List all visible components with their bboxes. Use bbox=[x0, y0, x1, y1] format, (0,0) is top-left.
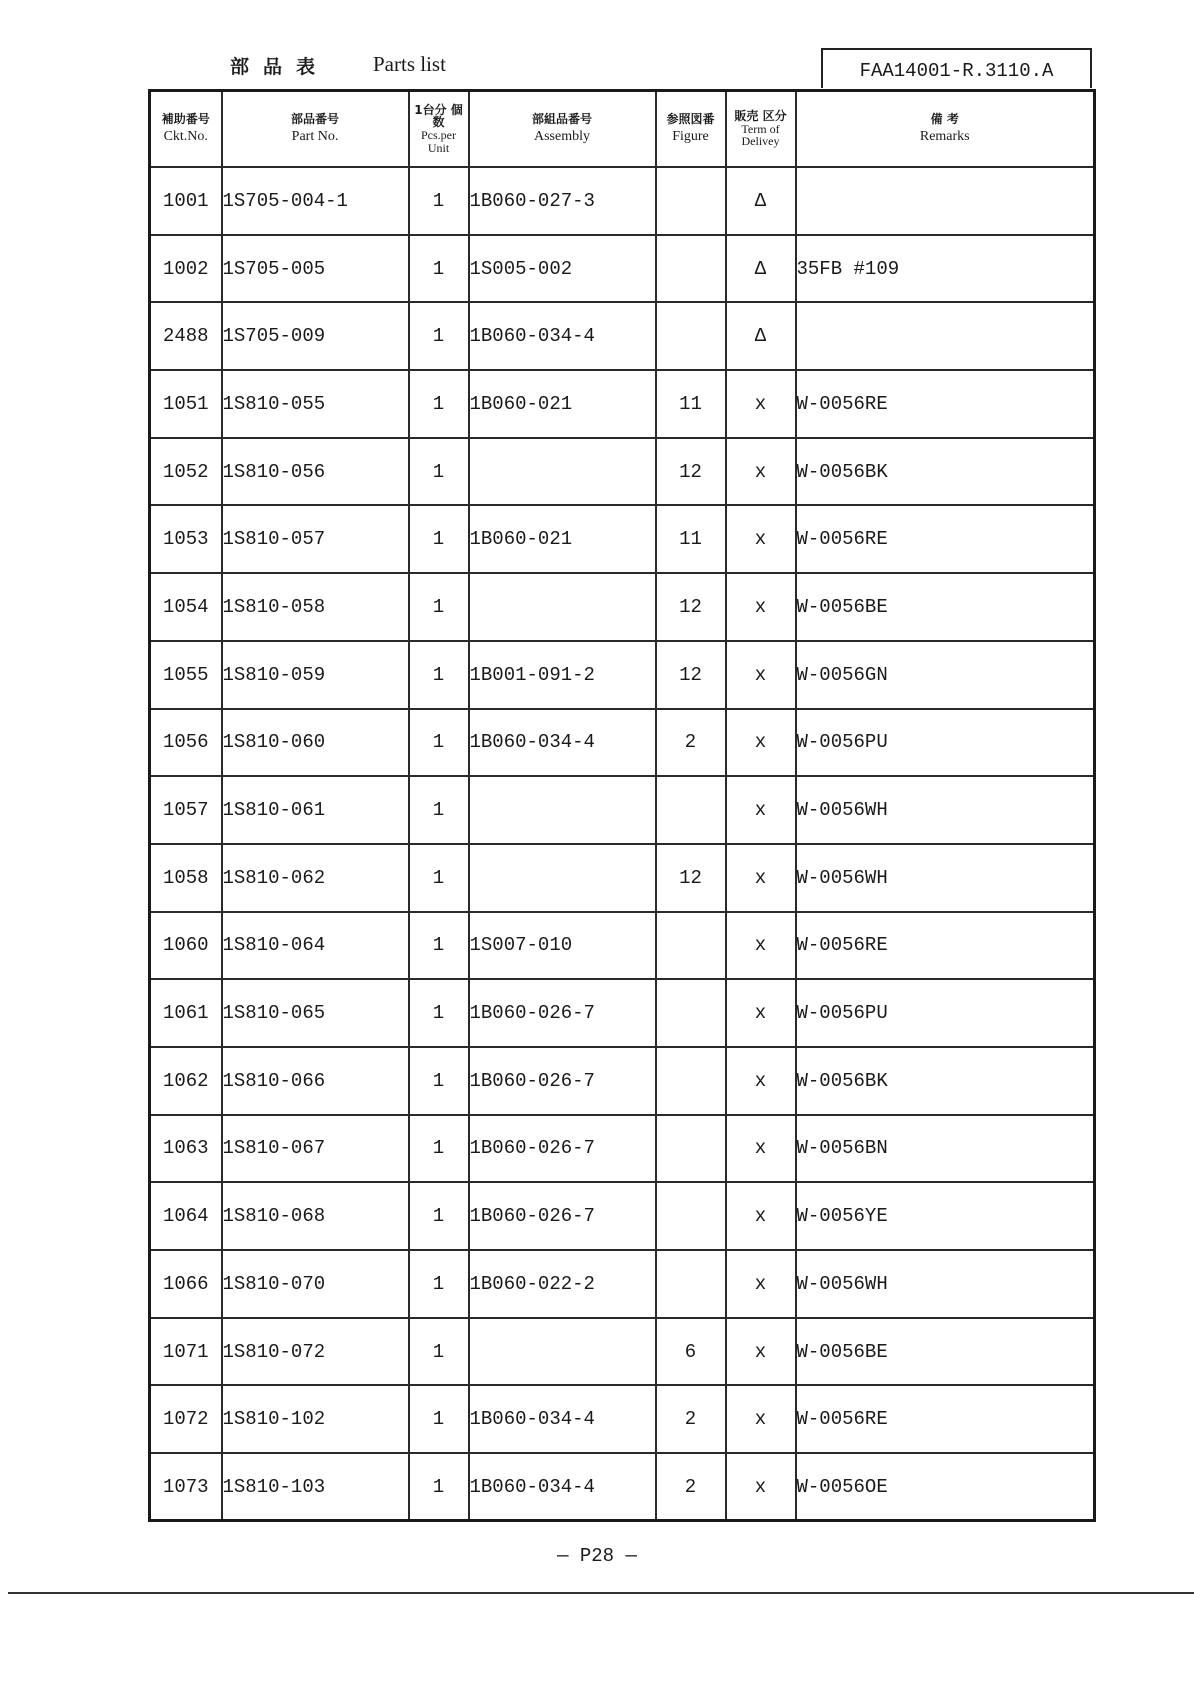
table-row bbox=[150, 979, 1095, 1047]
cell-ckt-no: 1052 bbox=[150, 438, 222, 506]
cell-pcs-per-unit: 1 bbox=[409, 235, 469, 303]
table-row bbox=[150, 1385, 1095, 1453]
cell-figure: 2 bbox=[656, 1453, 726, 1521]
cell-figure: 12 bbox=[656, 573, 726, 641]
cell-assembly: 1B001-091-2 bbox=[469, 641, 656, 709]
cell-term-of-delivery: x bbox=[726, 709, 796, 777]
col-header-assembly-en: Assembly bbox=[534, 128, 590, 144]
cell-part-no: 1S705-009 bbox=[222, 302, 409, 370]
cell-remarks: W-0056BE bbox=[796, 1318, 1095, 1386]
cell-term-of-delivery: Δ bbox=[726, 302, 796, 370]
cell-remarks: W-0056GN bbox=[796, 641, 1095, 709]
cell-figure bbox=[656, 1182, 726, 1250]
col-header-term-jp: 販売 区分 bbox=[734, 109, 787, 124]
cell-term-of-delivery: x bbox=[726, 641, 796, 709]
table-row bbox=[150, 844, 1095, 912]
cell-assembly: 1B060-022-2 bbox=[469, 1250, 656, 1318]
cell-assembly bbox=[469, 573, 656, 641]
table-row bbox=[150, 370, 1095, 438]
cell-pcs-per-unit: 1 bbox=[409, 641, 469, 709]
cell-pcs-per-unit: 1 bbox=[409, 573, 469, 641]
cell-part-no: 1S810-060 bbox=[222, 709, 409, 777]
cell-figure bbox=[656, 1115, 726, 1183]
cell-remarks: W-0056BE bbox=[796, 573, 1095, 641]
cell-assembly: 1B060-026-7 bbox=[469, 1047, 656, 1115]
cell-term-of-delivery: x bbox=[726, 979, 796, 1047]
cell-part-no: 1S810-072 bbox=[222, 1318, 409, 1386]
cell-remarks: W-0056WH bbox=[796, 844, 1095, 912]
cell-pcs-per-unit: 1 bbox=[409, 505, 469, 573]
table-row bbox=[150, 912, 1095, 980]
cell-ckt-no: 1072 bbox=[150, 1385, 222, 1453]
cell-ckt-no: 1002 bbox=[150, 235, 222, 303]
cell-ckt-no: 1060 bbox=[150, 912, 222, 980]
col-header-part bbox=[222, 91, 409, 168]
col-header-remarks-jp: 備 考 bbox=[930, 112, 959, 127]
cell-pcs-per-unit: 1 bbox=[409, 370, 469, 438]
cell-part-no: 1S810-065 bbox=[222, 979, 409, 1047]
cell-term-of-delivery: x bbox=[726, 1182, 796, 1250]
cell-term-of-delivery: Δ bbox=[726, 167, 796, 235]
cell-ckt-no: 1058 bbox=[150, 844, 222, 912]
parts-table bbox=[148, 89, 1096, 1522]
table-row bbox=[150, 1250, 1095, 1318]
cell-pcs-per-unit: 1 bbox=[409, 1385, 469, 1453]
cell-ckt-no: 1066 bbox=[150, 1250, 222, 1318]
cell-pcs-per-unit: 1 bbox=[409, 1182, 469, 1250]
cell-term-of-delivery: x bbox=[726, 1453, 796, 1521]
table-row bbox=[150, 1318, 1095, 1386]
table-header bbox=[150, 91, 1095, 168]
table-row bbox=[150, 776, 1095, 844]
cell-remarks: 35FB #109 bbox=[796, 235, 1095, 303]
cell-term-of-delivery: x bbox=[726, 1115, 796, 1183]
cell-assembly bbox=[469, 438, 656, 506]
col-header-figure bbox=[656, 91, 726, 168]
col-header-part-en: Part No. bbox=[291, 128, 339, 144]
col-header-assembly-jp: 部組品番号 bbox=[531, 112, 592, 127]
cell-remarks: W-0056WH bbox=[796, 1250, 1095, 1318]
col-header-ckt-jp: 補助番号 bbox=[161, 112, 210, 127]
cell-remarks bbox=[796, 167, 1095, 235]
cell-term-of-delivery: x bbox=[726, 573, 796, 641]
cell-assembly: 1B060-027-3 bbox=[469, 167, 656, 235]
page-title-en: Parts list bbox=[373, 52, 446, 76]
cell-pcs-per-unit: 1 bbox=[409, 844, 469, 912]
cell-figure bbox=[656, 979, 726, 1047]
cell-ckt-no: 1061 bbox=[150, 979, 222, 1047]
cell-remarks bbox=[796, 302, 1095, 370]
cell-ckt-no: 1051 bbox=[150, 370, 222, 438]
cell-part-no: 1S705-004-1 bbox=[222, 167, 409, 235]
cell-assembly bbox=[469, 776, 656, 844]
table-row bbox=[150, 1453, 1095, 1521]
cell-figure: 2 bbox=[656, 1385, 726, 1453]
cell-part-no: 1S810-059 bbox=[222, 641, 409, 709]
cell-figure bbox=[656, 912, 726, 980]
cell-figure bbox=[656, 302, 726, 370]
cell-part-no: 1S810-070 bbox=[222, 1250, 409, 1318]
cell-pcs-per-unit: 1 bbox=[409, 776, 469, 844]
cell-remarks: W-0056WH bbox=[796, 776, 1095, 844]
cell-assembly: 1B060-034-4 bbox=[469, 709, 656, 777]
cell-ckt-no: 1001 bbox=[150, 167, 222, 235]
cell-figure: 11 bbox=[656, 370, 726, 438]
cell-part-no: 1S810-067 bbox=[222, 1115, 409, 1183]
cell-pcs-per-unit: 1 bbox=[409, 1453, 469, 1521]
cell-term-of-delivery: Δ bbox=[726, 235, 796, 303]
cell-pcs-per-unit: 1 bbox=[409, 1250, 469, 1318]
cell-part-no: 1S810-102 bbox=[222, 1385, 409, 1453]
cell-ckt-no: 1063 bbox=[150, 1115, 222, 1183]
table-row bbox=[150, 235, 1095, 303]
cell-ckt-no: 2488 bbox=[150, 302, 222, 370]
cell-assembly: 1B060-034-4 bbox=[469, 1453, 656, 1521]
table-row bbox=[150, 505, 1095, 573]
document-id: FAA14001-R.3110.A bbox=[821, 48, 1092, 88]
cell-part-no: 1S810-066 bbox=[222, 1047, 409, 1115]
cell-figure bbox=[656, 167, 726, 235]
cell-figure bbox=[656, 1047, 726, 1115]
col-header-figure-en: Figure bbox=[672, 128, 709, 144]
cell-remarks: W-0056RE bbox=[796, 505, 1095, 573]
cell-ckt-no: 1055 bbox=[150, 641, 222, 709]
table-row bbox=[150, 641, 1095, 709]
table-row bbox=[150, 573, 1095, 641]
cell-pcs-per-unit: 1 bbox=[409, 1047, 469, 1115]
cell-figure bbox=[656, 1250, 726, 1318]
cell-part-no: 1S705-005 bbox=[222, 235, 409, 303]
col-header-term bbox=[726, 91, 796, 168]
cell-term-of-delivery: x bbox=[726, 776, 796, 844]
cell-ckt-no: 1073 bbox=[150, 1453, 222, 1521]
cell-figure: 12 bbox=[656, 641, 726, 709]
cell-term-of-delivery: x bbox=[726, 1318, 796, 1386]
cell-remarks: W-0056BK bbox=[796, 1047, 1095, 1115]
cell-part-no: 1S810-062 bbox=[222, 844, 409, 912]
cell-ckt-no: 1057 bbox=[150, 776, 222, 844]
cell-figure: 12 bbox=[656, 438, 726, 506]
cell-term-of-delivery: x bbox=[726, 912, 796, 980]
col-header-remarks-en: Remarks bbox=[919, 128, 970, 144]
cell-term-of-delivery: x bbox=[726, 505, 796, 573]
cell-assembly: 1B060-034-4 bbox=[469, 302, 656, 370]
table-body bbox=[150, 167, 1095, 1521]
col-header-remarks bbox=[796, 91, 1095, 168]
cell-ckt-no: 1056 bbox=[150, 709, 222, 777]
cell-ckt-no: 1062 bbox=[150, 1047, 222, 1115]
table-row bbox=[150, 167, 1095, 235]
cell-term-of-delivery: x bbox=[726, 370, 796, 438]
cell-remarks: W-0056RE bbox=[796, 1385, 1095, 1453]
col-header-ckt-en: Ckt.No. bbox=[163, 128, 208, 144]
cell-remarks: W-0056PU bbox=[796, 979, 1095, 1047]
cell-ckt-no: 1053 bbox=[150, 505, 222, 573]
table-row bbox=[150, 1115, 1095, 1183]
page-number: — P28 — bbox=[557, 1545, 637, 1567]
cell-part-no: 1S810-103 bbox=[222, 1453, 409, 1521]
col-header-term-en: Term of Delivey bbox=[741, 121, 780, 149]
cell-part-no: 1S810-057 bbox=[222, 505, 409, 573]
cell-assembly: 1S005-002 bbox=[469, 235, 656, 303]
cell-ckt-no: 1064 bbox=[150, 1182, 222, 1250]
bottom-rule bbox=[8, 1592, 1194, 1594]
cell-remarks: W-0056BN bbox=[796, 1115, 1095, 1183]
cell-assembly: 1B060-026-7 bbox=[469, 979, 656, 1047]
cell-assembly: 1B060-034-4 bbox=[469, 1385, 656, 1453]
cell-assembly bbox=[469, 844, 656, 912]
cell-ckt-no: 1054 bbox=[150, 573, 222, 641]
table-row bbox=[150, 709, 1095, 777]
cell-pcs-per-unit: 1 bbox=[409, 709, 469, 777]
cell-part-no: 1S810-056 bbox=[222, 438, 409, 506]
cell-figure bbox=[656, 776, 726, 844]
cell-remarks: W-0056OE bbox=[796, 1453, 1095, 1521]
table-row bbox=[150, 1182, 1095, 1250]
cell-assembly: 1B060-026-7 bbox=[469, 1182, 656, 1250]
cell-pcs-per-unit: 1 bbox=[409, 302, 469, 370]
cell-figure: 6 bbox=[656, 1318, 726, 1386]
cell-term-of-delivery: x bbox=[726, 844, 796, 912]
table-row bbox=[150, 438, 1095, 506]
cell-term-of-delivery: x bbox=[726, 1385, 796, 1453]
cell-pcs-per-unit: 1 bbox=[409, 167, 469, 235]
cell-term-of-delivery: x bbox=[726, 438, 796, 506]
cell-term-of-delivery: x bbox=[726, 1047, 796, 1115]
cell-part-no: 1S810-068 bbox=[222, 1182, 409, 1250]
cell-remarks: W-0056YE bbox=[796, 1182, 1095, 1250]
cell-ckt-no: 1071 bbox=[150, 1318, 222, 1386]
cell-part-no: 1S810-064 bbox=[222, 912, 409, 980]
cell-assembly: 1B060-021 bbox=[469, 370, 656, 438]
cell-pcs-per-unit: 1 bbox=[409, 979, 469, 1047]
col-header-pcs-jp: 1台分 個数 bbox=[414, 102, 463, 130]
cell-remarks: W-0056RE bbox=[796, 912, 1095, 980]
cell-figure: 12 bbox=[656, 844, 726, 912]
table-row bbox=[150, 302, 1095, 370]
cell-part-no: 1S810-055 bbox=[222, 370, 409, 438]
cell-remarks: W-0056BK bbox=[796, 438, 1095, 506]
cell-part-no: 1S810-058 bbox=[222, 573, 409, 641]
col-header-figure-jp: 参照図番 bbox=[666, 112, 715, 127]
cell-pcs-per-unit: 1 bbox=[409, 1318, 469, 1386]
cell-figure: 11 bbox=[656, 505, 726, 573]
cell-term-of-delivery: x bbox=[726, 1250, 796, 1318]
cell-pcs-per-unit: 1 bbox=[409, 438, 469, 506]
cell-assembly bbox=[469, 1318, 656, 1386]
col-header-ckt bbox=[150, 91, 222, 168]
table-row bbox=[150, 1047, 1095, 1115]
page-title-jp: 部品表 bbox=[230, 56, 330, 78]
cell-assembly: 1S007-010 bbox=[469, 912, 656, 980]
cell-part-no: 1S810-061 bbox=[222, 776, 409, 844]
cell-remarks: W-0056PU bbox=[796, 709, 1095, 777]
cell-assembly: 1B060-026-7 bbox=[469, 1115, 656, 1183]
cell-assembly: 1B060-021 bbox=[469, 505, 656, 573]
cell-pcs-per-unit: 1 bbox=[409, 1115, 469, 1183]
cell-figure: 2 bbox=[656, 709, 726, 777]
col-header-assembly bbox=[469, 91, 656, 168]
col-header-pcs bbox=[409, 91, 469, 168]
cell-pcs-per-unit: 1 bbox=[409, 912, 469, 980]
cell-figure bbox=[656, 235, 726, 303]
col-header-part-jp: 部品番号 bbox=[290, 112, 339, 127]
cell-remarks: W-0056RE bbox=[796, 370, 1095, 438]
col-header-pcs-en: Pcs.per Unit bbox=[421, 128, 456, 155]
